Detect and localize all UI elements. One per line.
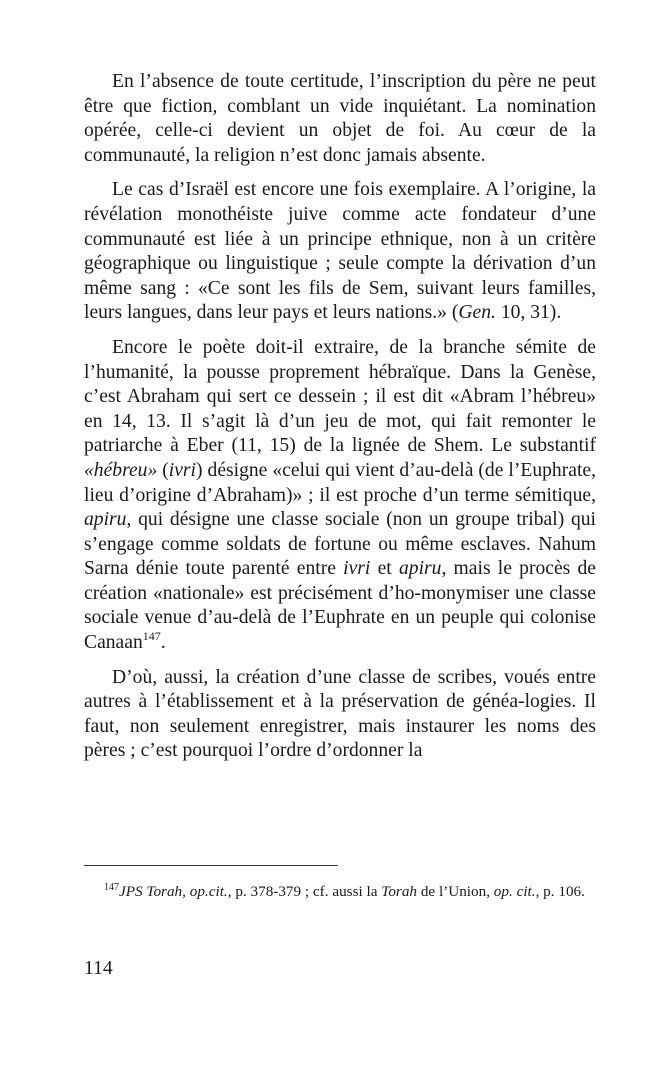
- text-run: , qui désigne une classe sociale (non un groupe tribal) qui s’engage comme soldats de fortune ou même esclaves. Nahum Sarna dénie toute parenté entre: [84, 509, 596, 580]
- text-run: , mais le procès de création «nationale» est précisément d’ho-monymiser une classe sociale venue d’au-delà de l’Euphrate en un peuple qui colonise Canaan: [84, 558, 597, 654]
- paragraph: [84, 666, 596, 764]
- footnote-ref: 147: [104, 882, 119, 893]
- page-number: 114: [84, 958, 113, 979]
- italic-text: ivri: [343, 558, 371, 580]
- italic-text: «hébreu»: [84, 459, 158, 481]
- text-run: , p. 378-379 ; cf. aussi la: [227, 883, 382, 900]
- italic-text: JPS Torah, op.cit.: [119, 883, 228, 900]
- text-run: de l’Union,: [417, 883, 494, 900]
- text-run: D’où, aussi, la création d’une classe de scribes, voués entre autres à l’établissement et à la préservation de généa-logies. Il faut, non seulement enregistrer, mais instaurer les noms des pères ; c’est pourquoi l’ordre d’ordonner la: [84, 666, 596, 762]
- text-run: , p. 106.: [535, 883, 585, 900]
- text-run: Encore le poète doit-il extraire, de la branche sémite de l’humanité, la pousse proprement hébraïque. Dans la Genèse, c’est Abraham qui sert ce dessein ; il est dit «Abram l’hébreu» en 14, 13. Il s’agit là d’un jeu de mot, qui fait remonter le patriarche à Eber (11, 15) de la lignée de Shem. Le substantif: [84, 336, 596, 457]
- text-run: ) désigne «celui qui vient d’au-delà (de l’Euphrate, lieu d’origine d’Abraham)» ; il est proche d’un terme sémitique,: [84, 459, 596, 506]
- italic-text: op. cit.: [493, 883, 536, 900]
- text-run: 10, 31).: [495, 302, 562, 324]
- paragraph: [84, 178, 596, 326]
- text-run: (: [157, 459, 169, 481]
- text-run: Le cas d’Israël est encore une fois exemplaire. A l’origine, la révélation monothéiste juive comme acte fondateur d’une communauté est liée à un principe ethnique, non à un critère géographique ou linguistique ; seule compte la dérivation d’un même sang : «Ce sont les fils de Sem, suivant leurs familles, leurs langues, dans leur pays et leurs nations.» (: [84, 179, 596, 324]
- footnote-ref: 147: [142, 629, 161, 644]
- paragraph: [84, 70, 596, 168]
- italic-text: Gen.: [458, 302, 496, 324]
- footnote: [84, 880, 596, 904]
- footnote-separator: [84, 865, 338, 866]
- italic-text: apiru: [84, 509, 127, 531]
- main-text: [84, 70, 596, 764]
- italic-text: ivri: [168, 459, 197, 481]
- italic-text: Torah: [381, 883, 418, 900]
- italic-text: apiru: [398, 558, 442, 580]
- text-run: et: [370, 558, 399, 580]
- text-run: En l’absence de toute certitude, l’inscription du père ne peut être que fiction, comblant un vide inquiétant. La nomination opérée, celle-ci devient un objet de foi. Au cœur de la communauté, la religion n’est donc jamais absente.: [84, 71, 596, 166]
- paragraph: [84, 336, 596, 656]
- text-run: .: [160, 632, 166, 654]
